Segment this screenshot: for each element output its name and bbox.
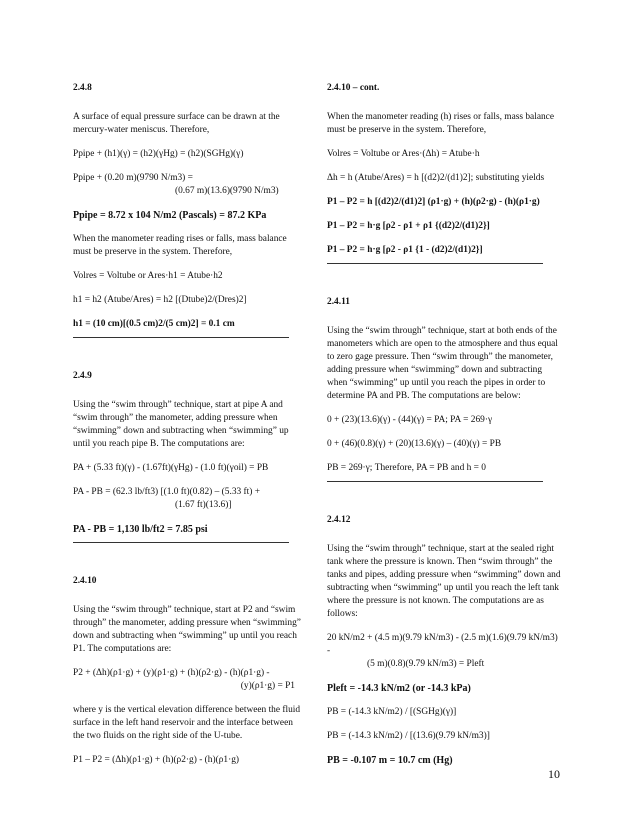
section-divider (327, 481, 543, 482)
paragraph: Using the “swim through” technique, start at P2 and “swim through” the manometer, adding pressure when “swimming” down and subtracting when “swimming” up until you reach P1. The computations are: (73, 605, 301, 654)
section-divider (73, 337, 289, 338)
equation: Volres = Voltube or Ares·(Δh) = Atube·h (327, 149, 480, 159)
paragraph: Using the “swim through” technique, start at pipe A and “swim through” the manometer, adding pressure when “swimming” down and subtracting when “swimming” up until you reach pipe B. The computations are: (73, 400, 289, 449)
section-heading: 2.4.10 (73, 576, 97, 586)
equation-result: P1 – P2 = h [(d2)2/(d1)2] (ρ1·g) + (h)(ρ2·g) - (h)(ρ1·g) (327, 197, 540, 207)
equation-result: PB = -0.107 m = 10.7 cm (Hg) (327, 755, 453, 766)
equation-continued: (1.67 ft)(13.6)] (175, 500, 232, 510)
equation: PB = (-14.3 kN/m2) / [(13.6)(9.79 kN/m3)] (327, 731, 490, 741)
equation: Ppipe + (0.20 m)(9790 N/m3) = (73, 173, 193, 183)
equation: P1 – P2 = (Δh)(ρ1·g) + (h)(ρ2·g) - (h)(ρ1·g) (73, 755, 240, 765)
equation: h1 = h2 (Atube/Ares) = h2 [(Dtube)2/(Dres)2] (73, 295, 247, 305)
left-column (73, 82, 305, 778)
section-2-4-10-cont (327, 82, 563, 264)
equation-result: PB = 269·γ; Therefore, PA = PB and h = 0 (327, 463, 486, 473)
equation-continued: (y)(ρ1·g) = P1 (240, 681, 295, 691)
equation: PB = (-14.3 kN/m2) / [(SGHg)(γ)] (327, 707, 457, 717)
equation-result: Ppipe = 8.72 x 104 N/m2 (Pascals) = 87.2 KPa (73, 210, 267, 221)
section-divider (327, 263, 543, 264)
paragraph: where y is the vertical elevation difference between the fluid surface in the left hand reservoir and the interface between the two fluids on the right side of the U-tube. (73, 705, 301, 741)
section-divider (73, 542, 289, 543)
equation-continued: (5 m)(0.8)(9.79 kN/m3) = Pleft (367, 659, 485, 669)
section-2-4-12 (327, 514, 563, 767)
section-heading: 2.4.12 (327, 515, 351, 525)
equation-result: P1 – P2 = h·g [ρ2 - ρ1 + ρ1 {(d2)2/(d1)2}] (327, 221, 490, 231)
equation: PA + (5.33 ft)(γ) - (1.67ft)(γHg) - (1.0 ft)(γoil) = PB (73, 463, 269, 473)
paragraph: Using the “swim through” technique, start at the sealed right tank where the pressure is known. Then “swim through” the tanks and pipes, adding pressure when “swimming” down and subtracting when “swimming” up until you reach the left tank where the pressure is not known. The computations are as follows: (327, 544, 561, 619)
right-column (327, 82, 563, 778)
equation: Ppipe + (h1)(γ) = (h2)(γHg) = (h2)(SGHg)(γ) (73, 149, 244, 159)
section-2-4-10 (73, 575, 305, 767)
page-number: 10 (548, 767, 560, 781)
section-2-4-9 (73, 370, 305, 543)
equation: 20 kN/m2 + (4.5 m)(9.79 kN/m3) - (2.5 m)(1.6)(9.79 kN/m3) - (327, 633, 558, 656)
equation: PA - PB = (62.3 lb/ft3) [(1.0 ft)(0.82) – (5.33 ft) + (73, 487, 261, 497)
equation: 0 + (23)(13.6)(γ) - (44)(γ) = PA; PA = 269·γ (327, 415, 493, 425)
equation-result: PA - PB = 1,130 lb/ft2 = 7.85 psi (73, 524, 208, 535)
equation: Δh = h (Atube/Ares) = h [(d2)2/(d1)2]; substituting yields (327, 173, 545, 183)
section-2-4-8 (73, 82, 305, 338)
equation-result: Pleft = -14.3 kN/m2 (or -14.3 kPa) (327, 683, 471, 694)
section-2-4-11 (327, 296, 563, 482)
paragraph: When the manometer reading (h) rises or falls, mass balance must be preserve in the system. Therefore, (327, 112, 554, 135)
equation: 0 + (46)(0.8)(γ) + (20)(13.6)(γ) – (40)(γ) = PB (327, 439, 502, 449)
equation: P2 + (Δh)(ρ1·g) + (y)(ρ1·g) + (h)(ρ2·g) - (h)(ρ1·g) - (73, 668, 270, 678)
paragraph: When the manometer reading rises or falls, mass balance must be preserve in the system. Therefore, (73, 234, 287, 257)
equation-result: h1 = (10 cm)[(0.5 cm)2/(5 cm)2] = 0.1 cm (73, 319, 235, 329)
equation: Volres = Voltube or Ares·h1 = Atube·h2 (73, 271, 223, 281)
section-heading: 2.4.10 – cont. (327, 83, 380, 93)
equation-result: P1 – P2 = h·g [ρ2 - ρ1 {1 - (d2)2/(d1)2}] (327, 245, 483, 255)
paragraph: A surface of equal pressure surface can be drawn at the mercury-water meniscus. Therefore, (73, 112, 280, 135)
section-heading: 2.4.11 (327, 297, 350, 307)
equation-continued: (0.67 m)(13.6)(9790 N/m3) (175, 186, 279, 196)
section-heading: 2.4.9 (73, 371, 92, 381)
paragraph: Using the “swim through” technique, start at both ends of the manometers which are open to the atmosphere and thus equal to zero gage pressure. Then “swim through” the manometer, adding pressure when “swimming” down and subtracting when “swimming” up until you reach the pipes in order to determine PA and PB. The computations are below: (327, 326, 558, 401)
section-heading: 2.4.8 (73, 83, 92, 93)
